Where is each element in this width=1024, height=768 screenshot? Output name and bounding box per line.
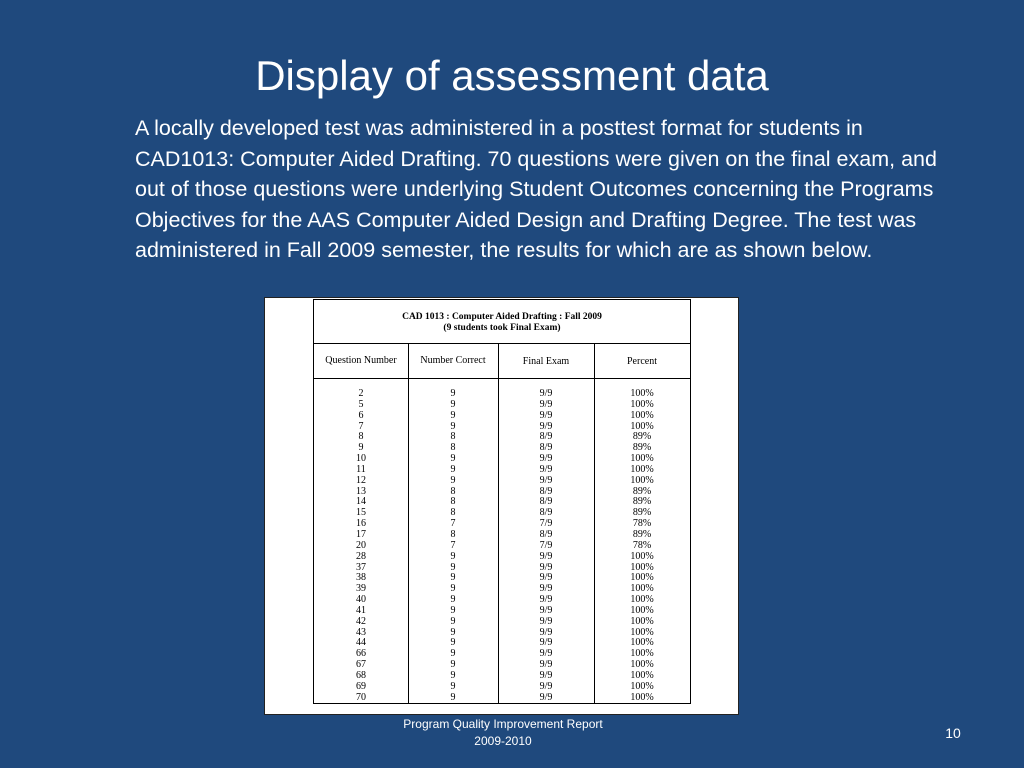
table-cell: 100% bbox=[630, 583, 654, 595]
header-question-number: Question Number bbox=[325, 355, 397, 366]
table-cell: 89% bbox=[632, 485, 652, 497]
table-cell: 9/9 bbox=[539, 604, 553, 616]
table-cell: 9/9 bbox=[539, 550, 553, 562]
table-cell: 9 bbox=[450, 680, 456, 692]
table-cell: 89% bbox=[632, 496, 652, 508]
table-cell: 100% bbox=[630, 572, 654, 584]
table-cell: 9/9 bbox=[539, 398, 553, 410]
table-cell: 9 bbox=[450, 691, 456, 703]
assessment-table bbox=[313, 344, 691, 704]
table-cell: 2 bbox=[358, 388, 364, 399]
column-final-exam bbox=[498, 389, 594, 703]
table-cell: 9 bbox=[450, 659, 456, 671]
header-percent: Percent bbox=[627, 356, 657, 367]
table-cell: 8 bbox=[450, 507, 456, 519]
table-cell: 7 bbox=[450, 518, 456, 530]
table-cell: 100% bbox=[630, 420, 654, 432]
table-cell: 100% bbox=[630, 453, 654, 465]
table-title-line-2: (9 students took Final Exam) bbox=[443, 323, 561, 333]
table-cell: 9/9 bbox=[539, 626, 553, 638]
table-cell: 78% bbox=[632, 518, 652, 530]
table-cell: 9 bbox=[450, 463, 456, 475]
table-cell: 100% bbox=[630, 691, 654, 703]
table-cell: 9/9 bbox=[539, 648, 553, 660]
table-cell: 9/9 bbox=[539, 615, 553, 627]
table-cell: 7 bbox=[450, 539, 456, 551]
page-number: 10 bbox=[945, 725, 961, 741]
header-final-exam: Final Exam bbox=[522, 356, 570, 367]
table-cell: 40 bbox=[356, 594, 366, 606]
table-cell: 9/9 bbox=[539, 637, 553, 649]
table-cell: 8/9 bbox=[539, 528, 553, 540]
table-cell: 100% bbox=[630, 626, 654, 638]
column-question-number bbox=[314, 389, 408, 703]
table-cell: 9 bbox=[450, 409, 456, 421]
table-cell: 13 bbox=[356, 485, 366, 497]
table-cell: 9 bbox=[450, 626, 456, 638]
table-cell: 89% bbox=[632, 507, 652, 519]
table-cell: 9/9 bbox=[539, 659, 553, 671]
footer bbox=[353, 716, 653, 750]
table-cell: 14 bbox=[356, 496, 366, 508]
table-cell: 9/9 bbox=[539, 409, 553, 421]
table-cell: 89% bbox=[632, 528, 652, 540]
table-cell: 9 bbox=[450, 648, 456, 660]
slide-body-text: A locally developed test was administered in a posttest format for students in CAD1013: Computer Aided Drafting. 70 questions were given on the final exam, and out of those questions were underlying Student Outcomes concerning the Programs Objectives for the AAS Computer Aided Design and Drafting Degree. The test was administered in Fall 2009 semester, the results for which are as shown below. bbox=[135, 116, 937, 263]
table-cell: 11 bbox=[356, 463, 366, 475]
table-cell: 28 bbox=[356, 550, 366, 562]
table-cell: 16 bbox=[356, 518, 366, 530]
column-percent bbox=[594, 389, 690, 703]
table-cell: 78% bbox=[632, 539, 652, 551]
table-title bbox=[313, 299, 691, 344]
table-cell: 100% bbox=[630, 637, 654, 649]
table-cell: 17 bbox=[356, 528, 366, 540]
table-cell: 100% bbox=[630, 388, 654, 399]
table-cell: 8 bbox=[450, 442, 456, 454]
table-cell: 8/9 bbox=[539, 431, 553, 443]
table-cell: 7/9 bbox=[539, 539, 553, 551]
table-cell: 9 bbox=[450, 550, 456, 562]
table-cell: 9 bbox=[450, 453, 456, 465]
table-cell: 38 bbox=[356, 572, 366, 584]
table-cell: 44 bbox=[356, 637, 366, 649]
table-cell: 8 bbox=[450, 485, 456, 497]
table-title-line-1: CAD 1013 : Computer Aided Drafting : Fall 2009 bbox=[402, 312, 602, 322]
table-cell: 8/9 bbox=[539, 496, 553, 508]
table-cell: 100% bbox=[630, 659, 654, 671]
table-cell: 39 bbox=[356, 583, 366, 595]
table-cell: 12 bbox=[356, 474, 366, 486]
footer-line-1: Program Quality Improvement Report bbox=[403, 717, 603, 731]
table-cell: 9 bbox=[450, 561, 456, 573]
table-cell: 100% bbox=[630, 398, 654, 410]
footer-line-2: 2009-2010 bbox=[474, 734, 532, 748]
table-cell: 100% bbox=[630, 463, 654, 475]
table-cell: 8/9 bbox=[539, 485, 553, 497]
table-cell: 9/9 bbox=[539, 583, 553, 595]
table-cell: 9/9 bbox=[539, 474, 553, 486]
table-cell: 9 bbox=[450, 474, 456, 486]
table-cell: 100% bbox=[630, 669, 654, 681]
table-cell: 20 bbox=[356, 539, 366, 551]
table-cell: 5 bbox=[358, 398, 364, 410]
table-cell: 8 bbox=[450, 528, 456, 540]
table-cell: 100% bbox=[630, 561, 654, 573]
table-cell: 100% bbox=[630, 615, 654, 627]
table-cell: 9/9 bbox=[539, 680, 553, 692]
table-cell: 89% bbox=[632, 442, 652, 454]
table-cell: 6 bbox=[358, 409, 364, 421]
table-cell: 9 bbox=[450, 388, 456, 399]
table-cell: 89% bbox=[632, 431, 652, 443]
table-cell: 68 bbox=[356, 669, 366, 681]
table-cell: 43 bbox=[356, 626, 366, 638]
table-cell: 9 bbox=[450, 583, 456, 595]
table-cell: 9 bbox=[450, 604, 456, 616]
table-cell: 8 bbox=[450, 431, 456, 443]
table-cell: 100% bbox=[630, 474, 654, 486]
table-cell: 100% bbox=[630, 594, 654, 606]
table-cell: 9 bbox=[450, 615, 456, 627]
table-cell: 9 bbox=[358, 442, 364, 454]
table-cell: 7 bbox=[358, 420, 364, 432]
table-cell: 8 bbox=[358, 431, 364, 443]
table-cell: 9/9 bbox=[539, 463, 553, 475]
table-cell: 9/9 bbox=[539, 669, 553, 681]
table-cell: 7/9 bbox=[539, 518, 553, 530]
table-cell: 100% bbox=[630, 648, 654, 660]
table-cell: 9/9 bbox=[539, 572, 553, 584]
column-number-correct bbox=[408, 389, 498, 703]
table-cell: 9/9 bbox=[539, 453, 553, 465]
table-cell: 9 bbox=[450, 669, 456, 681]
table-cell: 100% bbox=[630, 550, 654, 562]
table-cell: 66 bbox=[356, 648, 366, 660]
table-cell: 9 bbox=[450, 594, 456, 606]
table-cell: 9 bbox=[450, 420, 456, 432]
table-cell: 9/9 bbox=[539, 420, 553, 432]
table-cell: 100% bbox=[630, 604, 654, 616]
table-cell: 8/9 bbox=[539, 442, 553, 454]
table-cell: 9 bbox=[450, 637, 456, 649]
table-cell: 37 bbox=[356, 561, 366, 573]
table-cell: 9 bbox=[450, 398, 456, 410]
header-number-correct: Number Correct bbox=[420, 355, 486, 366]
table-cell: 15 bbox=[356, 507, 366, 519]
table-cell: 69 bbox=[356, 680, 366, 692]
table-cell: 100% bbox=[630, 680, 654, 692]
table-cell: 42 bbox=[356, 615, 366, 627]
table-cell: 10 bbox=[356, 453, 366, 465]
table-cell: 9 bbox=[450, 572, 456, 584]
table-cell: 8/9 bbox=[539, 507, 553, 519]
assessment-table-image bbox=[264, 297, 739, 715]
table-cell: 100% bbox=[630, 409, 654, 421]
table-cell: 9/9 bbox=[539, 691, 553, 703]
table-cell: 8 bbox=[450, 496, 456, 508]
table-cell: 41 bbox=[356, 604, 366, 616]
table-cell: 9/9 bbox=[539, 561, 553, 573]
table-cell: 9/9 bbox=[539, 388, 553, 399]
table-cell: 9/9 bbox=[539, 594, 553, 606]
table-cell: 70 bbox=[356, 691, 366, 703]
table-cell: 67 bbox=[356, 659, 366, 671]
slide-title: Display of assessment data bbox=[255, 52, 769, 99]
